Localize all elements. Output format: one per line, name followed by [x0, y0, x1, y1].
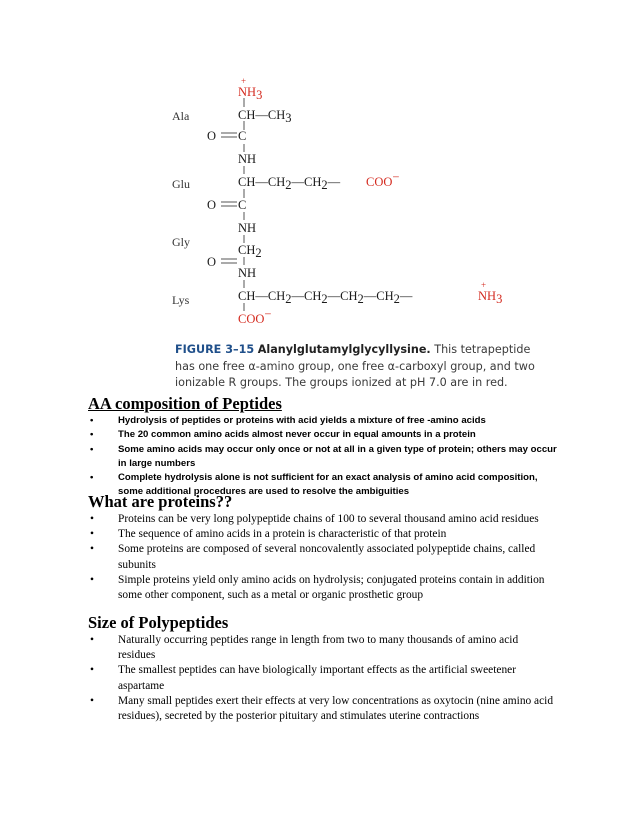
aa-composition-heading: AA composition of Peptides: [88, 394, 282, 413]
list-item: • Proteins can be very long polypeptide chains of 100 to several thousand amino acid residues: [88, 512, 558, 527]
polypeptides-heading: Size of Polypeptides: [88, 613, 229, 632]
figure-caption-text: This tetrapeptide has one free α-amino group, one free α-carboxyl group, and two ionizable R groups. The groups ionized at pH 7.0 are in red.: [175, 343, 535, 389]
gly-nh: NH: [238, 221, 257, 235]
list-item: • The smallest peptides can have biologically important effects as the artificial sweetener aspartame: [88, 663, 558, 693]
tetrapeptide-structure-svg: [0, 0, 638, 330]
lys-side-chain: CH—CH2—CH2—CH2—CH2—: [238, 289, 413, 306]
figure-caption: [175, 342, 545, 392]
c-terminal-carboxylate: COO−: [238, 307, 272, 326]
glu-carbonyl-c: C: [238, 198, 247, 212]
list-item: • Naturally occurring peptides range in length from two to many thousands of amino acid residues: [88, 633, 558, 663]
residue-label-lys: Lys: [172, 293, 190, 307]
list-item: • Some amino acids may occur only once or not at all in a given type of protein; others may occur in large numbers: [88, 443, 558, 472]
aa-composition-list: [88, 414, 558, 500]
proteins-list: [88, 512, 558, 603]
n-terminal-nh3: NH3: [238, 85, 263, 102]
residue-label-gly: Gly: [172, 235, 190, 249]
glu-carboxylate: COO−: [366, 170, 400, 189]
list-item: • Hydrolysis of peptides or proteins with acid yields a mixture of free -amino acids: [88, 414, 558, 428]
figure-title: Alanylglutamylglycyllysine.: [257, 343, 431, 356]
ala-ch: CH—CH3: [238, 108, 292, 125]
list-item: • Many small peptides exert their effects at very low concentrations as oxytocin (nine amino acid residues), secreted by the posterior pituitary and stimulates uterine contractions: [88, 694, 558, 724]
aa-composition-section: [88, 394, 558, 500]
list-item: • Some proteins are composed of several noncovalently associated polypeptide chains, called subunits: [88, 542, 558, 572]
gly-carbonyl-o: O: [207, 255, 217, 269]
gly-ch2: CH2: [238, 243, 262, 260]
n-terminal-charge: +: [241, 76, 247, 86]
ala-carbonyl-o: O: [207, 129, 217, 143]
lys-amino: NH3: [478, 289, 503, 306]
glu-nh: NH: [238, 152, 257, 166]
lys-nh: NH: [238, 266, 257, 280]
polypeptides-section: [88, 613, 558, 724]
list-item: • The 20 common amino acids almost never occur in equal amounts in a protein: [88, 428, 558, 442]
list-item: • Complete hydrolysis alone is not sufficient for an exact analysis of amino acid composition, some additional procedures are used to resolve the ambiguities: [88, 471, 558, 500]
glu-carbonyl-o: O: [207, 198, 217, 212]
residue-label-ala: Ala: [172, 109, 190, 123]
list-item: • Simple proteins yield only amino acids on hydrolysis; conjugated proteins contain in addition some other component, such as a metal or organic prosthetic group: [88, 573, 558, 603]
polypeptides-list: [88, 633, 558, 724]
glu-side-chain: CH—CH2—CH2—: [238, 175, 341, 192]
lys-amino-charge: +: [481, 280, 487, 290]
tetrapeptide-structure-figure: [0, 0, 638, 330]
residue-label-glu: Glu: [172, 177, 190, 191]
proteins-heading: What are proteins??: [88, 492, 233, 511]
ala-carbonyl-c: C: [238, 129, 247, 143]
list-item: • The sequence of amino acids in a protein is characteristic of that protein: [88, 527, 558, 542]
figure-number: FIGURE 3–15: [175, 343, 255, 356]
proteins-section: [88, 492, 558, 603]
